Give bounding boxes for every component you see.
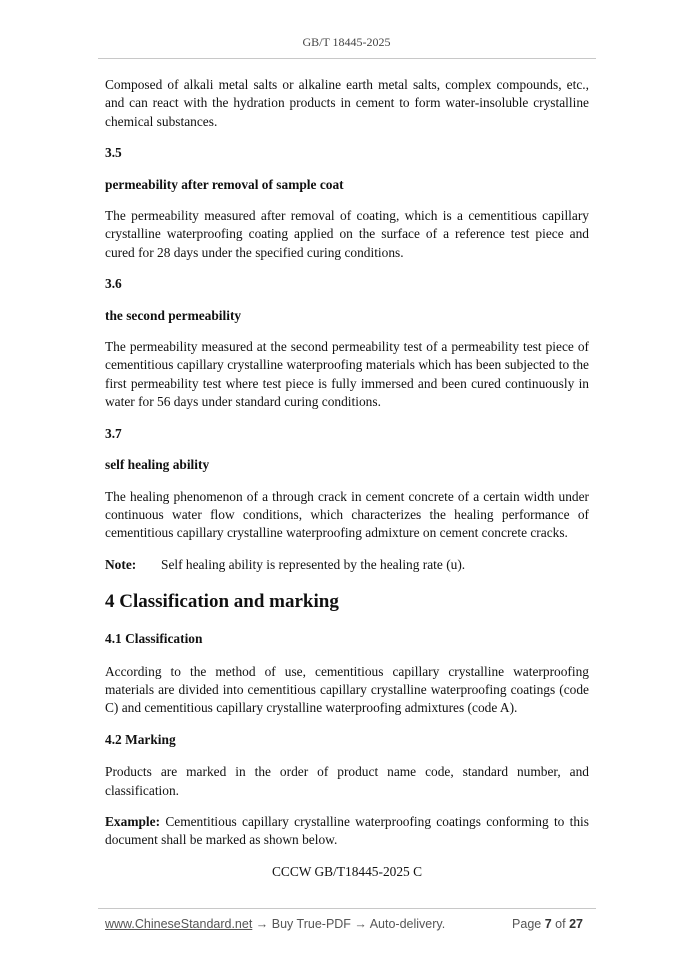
marking-example: CCCW GB/T18445-2025 C (271, 863, 423, 879)
of-word: of (555, 917, 566, 931)
note-label: Note: (105, 556, 137, 572)
example-label: Example: (105, 813, 161, 829)
footer-promo (105, 917, 445, 931)
definition-3-7: The healing phenomenon of a through crack in cement concrete of a certain width under continuous water flow conditions, which characterizes the healing performance of cementitious capillary crystalline waterproofing admixture on cement concrete cracks. (105, 488, 589, 541)
clause-number-3-7: 3.7 (105, 425, 122, 441)
note-3-7 (105, 556, 589, 574)
section-4-title: 4 Classification and marking (105, 591, 339, 613)
footer-divider (98, 908, 596, 909)
term-3-7: self healing ability (105, 457, 210, 473)
term-3-5: permeability after removal of sample coat (105, 176, 344, 192)
intro-paragraph: Composed of alkali metal salts or alkaline earth metal salts, complex compounds, etc., and can react with the hydration products in cement to form water-insoluble crystalline chemical substances. (105, 77, 589, 129)
term-3-6: the second permeability (105, 307, 242, 323)
page-number: 7 (544, 917, 552, 931)
note-text: Self healing ability is represented by the healing rate (u). (161, 556, 466, 572)
page-content (105, 76, 589, 881)
subsection-4-2-text: Products are marked in the order of product name code, standard number, and classification. (105, 764, 589, 798)
subsection-4-2-title: 4.2 Marking (105, 731, 176, 747)
example-text: Cementitious capillary crystalline waterproofing coatings conforming to this document shall be marked as shown below. (105, 813, 589, 848)
page-word: Page (512, 917, 542, 931)
clause-number-3-5: 3.5 (105, 145, 122, 161)
clause-number-3-6: 3.6 (105, 276, 122, 292)
definition-3-6: The permeability measured at the second permeability test of a permeability test piece of cementitious capillary crystalline waterproofing materials which has been subjected to the first permeability test where test piece is fully immersed and been cured continuously in water for 56 days under standard curing conditions. (105, 339, 589, 410)
page-total: 27 (569, 917, 583, 931)
page-counter (512, 917, 583, 931)
example-paragraph (105, 813, 589, 850)
definition-3-5: The permeability measured after removal of coating, which is a cementitious capillary crystalline waterproofing coating applied on the surface of a reference test piece and cured for 28 days under the specified curing conditions. (105, 208, 589, 260)
subsection-4-1-title: 4.1 Classification (105, 631, 203, 647)
site-link[interactable]: www.ChineseStandard.net (105, 917, 253, 931)
subsection-4-1-text: According to the method of use, cementitious capillary crystalline waterproofing materials are divided into cementitious capillary crystalline waterproofing coatings (code C) and cementitious capillary crystalline waterproofing admixtures (code A). (105, 663, 589, 716)
page-header: GB/T 18445-2025 (302, 35, 391, 49)
header-divider (98, 58, 596, 59)
footer-tagline: → Buy True-PDF → Auto-delivery. (252, 917, 446, 931)
